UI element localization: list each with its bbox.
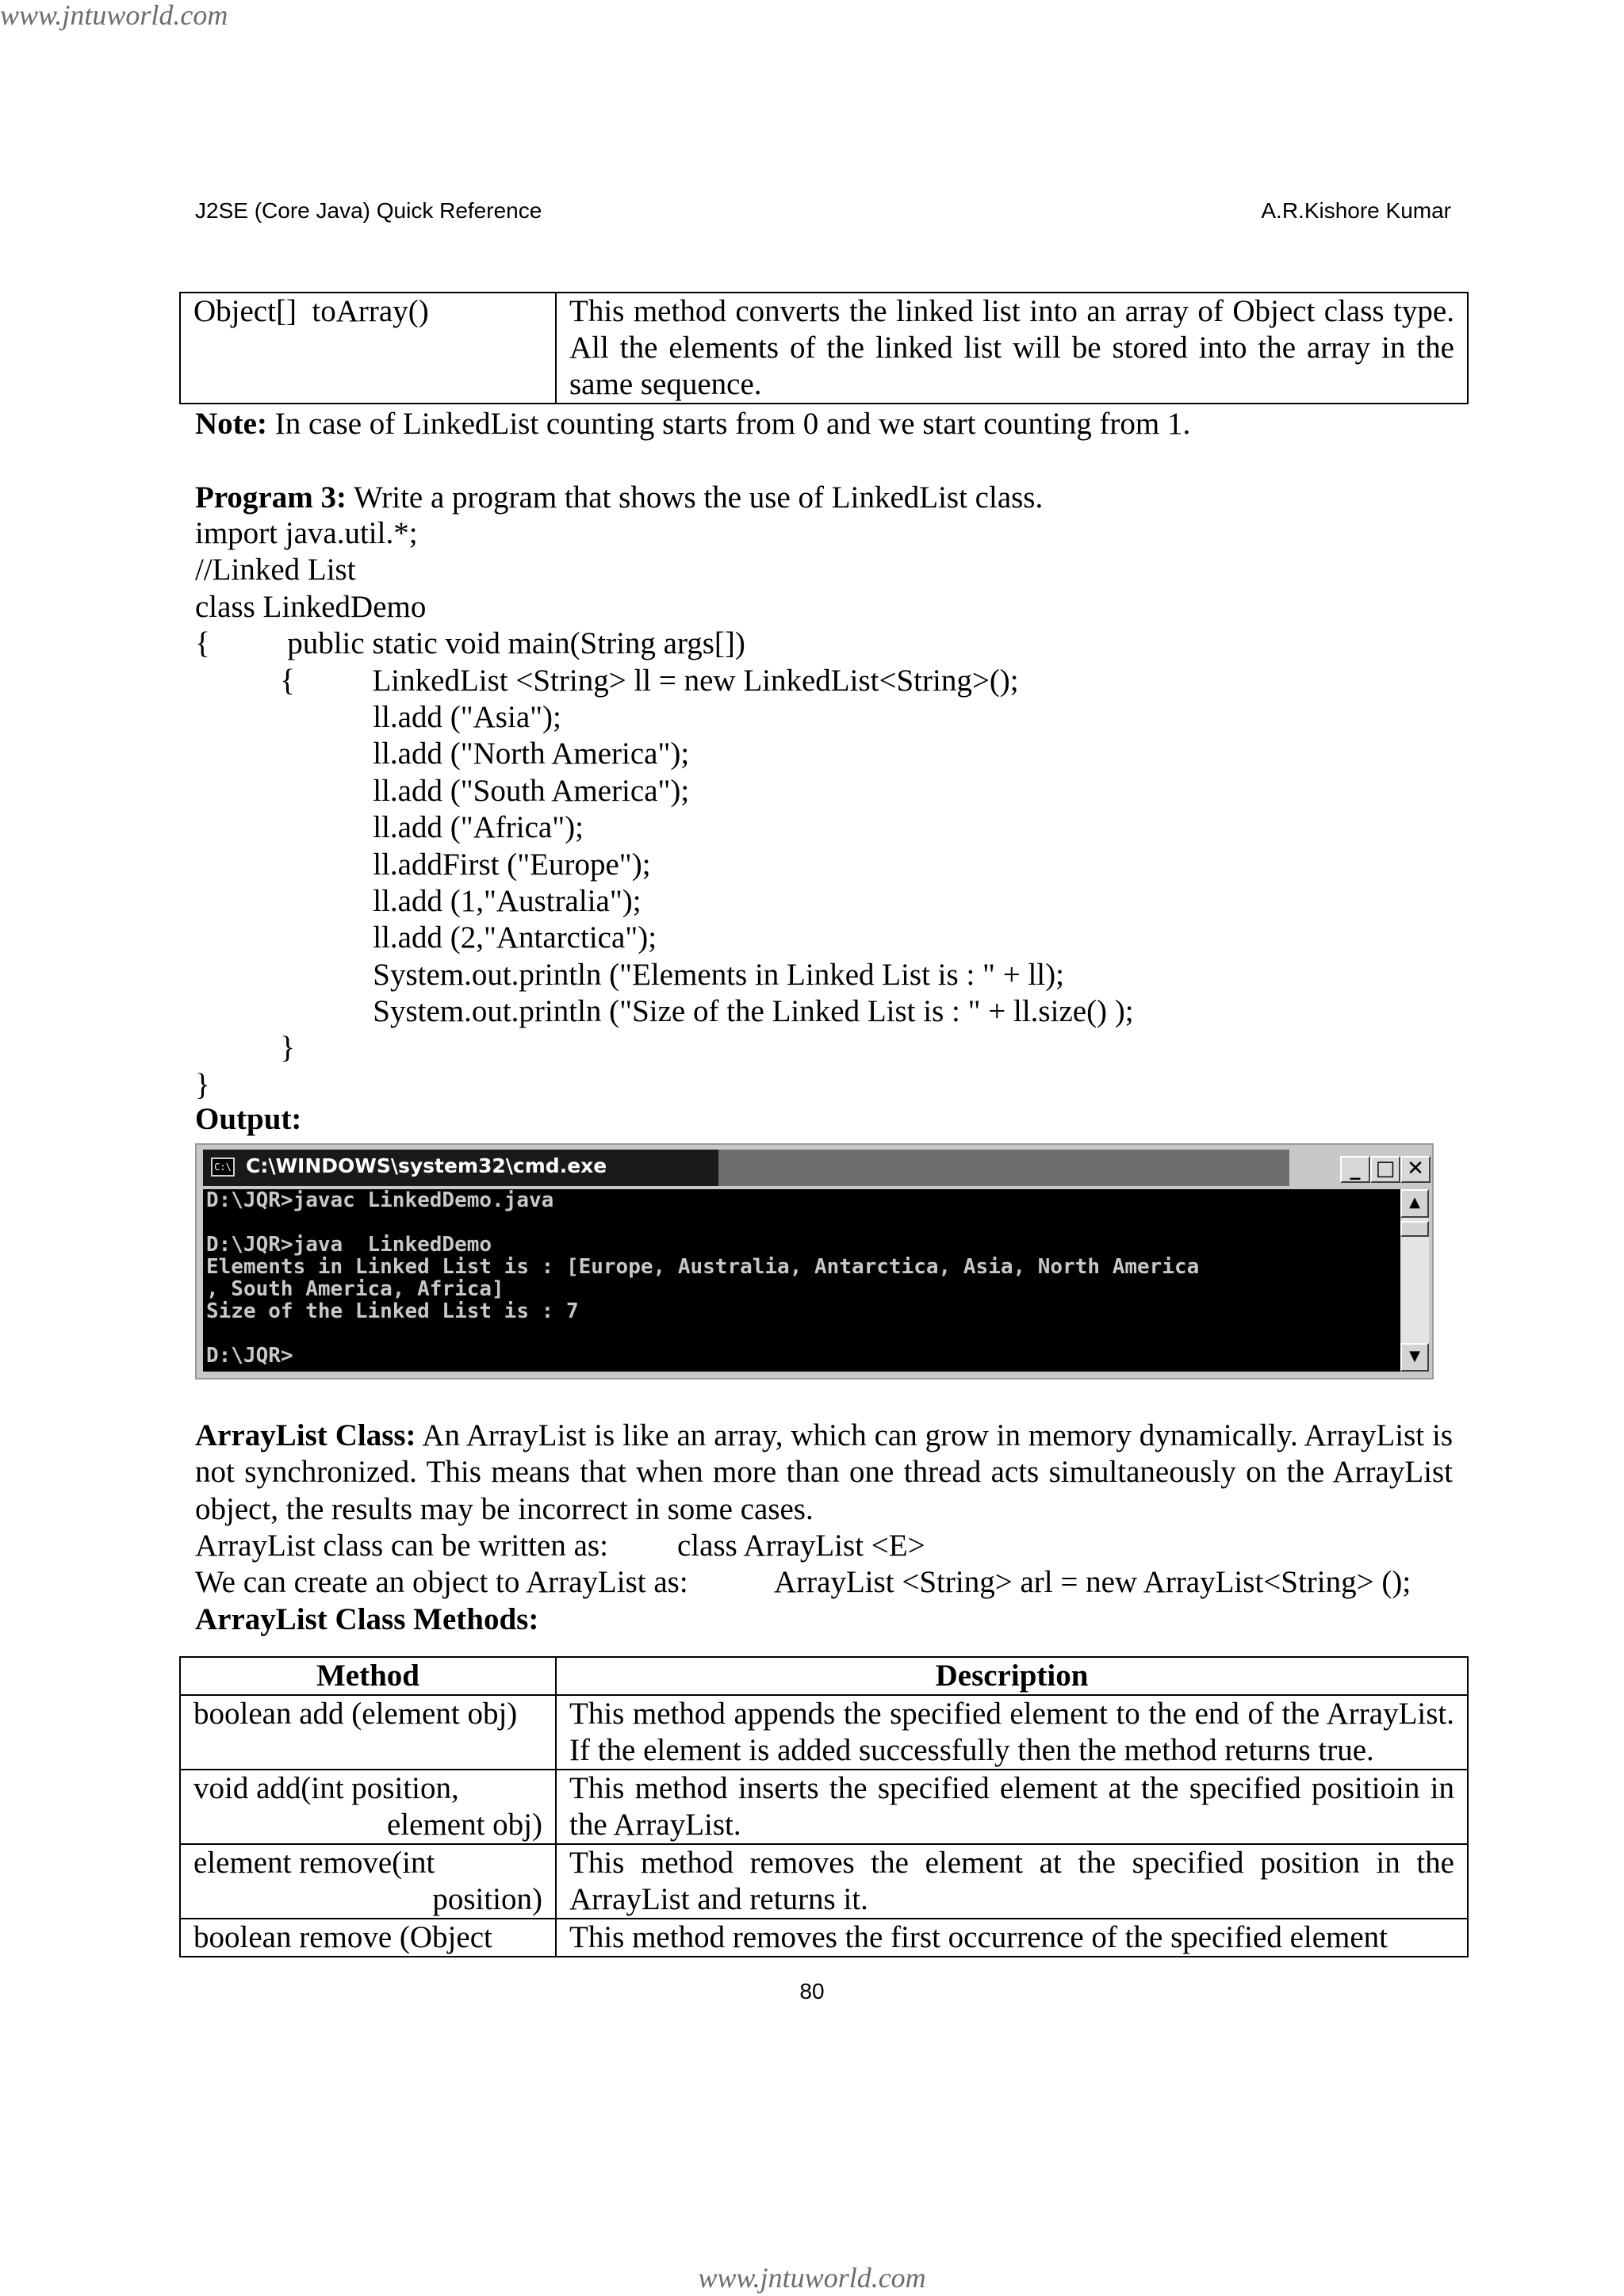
description-cell: This method removes the element at the specified position in the ArrayList and returns it.	[556, 1844, 1468, 1919]
description-cell: This method converts the linked list into an array of Object class type. All the elements of the linked list will be stored into the array in the same sequence.	[556, 293, 1468, 404]
arraylist-create-code: ArrayList <String> arl = new ArrayList<String> ();	[774, 1565, 1411, 1599]
arraylist-paragraph	[195, 1418, 1453, 1528]
description-cell: This method removes the first occurrence of the specified element	[556, 1919, 1468, 1957]
code-line: }	[195, 1067, 210, 1102]
console-title: C:\WINDOWS\system32\cmd.exe	[246, 1154, 607, 1177]
console-scrollbar[interactable]	[1400, 1189, 1429, 1372]
console-output	[203, 1189, 1400, 1372]
scroll-thumb[interactable]	[1400, 1221, 1429, 1237]
code-line: ll.add ("Asia");	[195, 699, 561, 734]
code-line: ll.add ("North America");	[195, 737, 690, 771]
code-line: { LinkedList <String> ll = new LinkedList<String>();	[195, 663, 1019, 698]
table-row	[180, 1844, 1468, 1919]
watermark-top: www.jntuworld.com	[0, 0, 228, 31]
console-line: D:\JQR>java LinkedDemo	[206, 1234, 492, 1256]
console-line: Elements in Linked List is : [Europe, Australia, Antarctica, Asia, North America	[206, 1256, 1200, 1278]
method-cell: void add(int position, element obj)	[180, 1770, 556, 1844]
description-cell: This method appends the specified element to the end of the ArrayList. If the element is added successfully then the method returns true.	[556, 1695, 1468, 1770]
watermark-bottom: www.jntuworld.com	[698, 2262, 926, 2294]
arraylist-methods-heading: ArrayList Class Methods:	[195, 1602, 539, 1636]
code-line: import java.util.*;	[195, 516, 418, 550]
note-text: In case of LinkedList counting starts from 0 and we start counting from 1.	[266, 407, 1191, 441]
table-row	[180, 1695, 1468, 1770]
method-cell: boolean add (element obj)	[180, 1695, 556, 1770]
arraylist-methods-table	[179, 1656, 1469, 1957]
page-number: 80	[799, 1979, 825, 2003]
scroll-up-icon[interactable]: ▲	[1400, 1189, 1429, 1218]
console-title-bar	[203, 1150, 1429, 1186]
code-line: ll.addFirst ("Europe");	[195, 847, 651, 882]
header-left: J2SE (Core Java) Quick Reference	[195, 198, 542, 223]
console-line: D:\JQR>	[206, 1345, 293, 1367]
header-right: A.R.Kishore Kumar	[1261, 198, 1451, 223]
console-line: D:\JQR>javac LinkedDemo.java	[206, 1189, 554, 1211]
close-button[interactable]: ✕	[1400, 1156, 1431, 1183]
description-cell: This method inserts the specified element at the specified positioin in the ArrayList.	[556, 1770, 1468, 1844]
method-cell: element remove(int position)	[180, 1844, 556, 1919]
minimize-button[interactable]: _	[1340, 1156, 1370, 1183]
method-cell: Object[] toArray()	[180, 293, 556, 404]
code-line: ll.add ("South America");	[195, 773, 690, 808]
console-line: , South America, Africa]	[206, 1278, 504, 1300]
console-app-icon: C:\	[211, 1158, 235, 1177]
program-text: Write a program that shows the use of LinkedList class.	[346, 480, 1044, 515]
code-line: System.out.println ("Elements in Linked List is : " + ll);	[195, 957, 1064, 992]
method-cell: boolean remove (Object	[180, 1919, 556, 1957]
code-line: ll.add ("Africa");	[195, 810, 584, 845]
arraylist-text: An ArrayList is like an array, which can grow in memory dynamically. ArrayList is not synchronized. This means that when more than one thread acts simultaneously on the ArrayList object, the results may be incorrect in some cases.	[195, 1418, 1454, 1526]
code-line: ll.add (2,"Antarctica");	[195, 920, 657, 955]
console-line: Size of the Linked List is : 7	[206, 1300, 579, 1322]
code-line: }	[195, 1031, 295, 1066]
table-row	[180, 293, 1468, 404]
console-window	[195, 1143, 1434, 1380]
arraylist-label: ArrayList Class:	[195, 1418, 416, 1452]
code-listing	[195, 515, 1134, 1104]
maximize-button[interactable]: □	[1370, 1156, 1400, 1183]
output-label: Output:	[195, 1102, 302, 1136]
table-row	[180, 1919, 1468, 1957]
note-label: Note:	[195, 407, 267, 441]
program-heading	[195, 480, 1043, 516]
program-label: Program 3:	[195, 480, 347, 515]
note-paragraph	[195, 406, 1190, 442]
code-line: //Linked List	[195, 553, 356, 587]
table-row	[180, 1770, 1468, 1844]
code-line: System.out.println ("Size of the Linked List is : " + ll.size() );	[195, 994, 1134, 1029]
code-line: class LinkedDemo	[195, 589, 427, 624]
scroll-down-icon[interactable]: ▼	[1400, 1343, 1429, 1372]
arraylist-written-code: class ArrayList <E>	[677, 1529, 925, 1563]
console-line	[206, 1322, 1400, 1345]
arraylist-create-prefix: We can create an object to ArrayList as:	[195, 1565, 688, 1599]
code-line: { public static void main(String args[])	[195, 626, 745, 661]
console-line	[206, 1211, 1400, 1234]
code-line: ll.add (1,"Australia");	[195, 883, 642, 918]
arraylist-written-prefix: ArrayList class can be written as:	[195, 1529, 608, 1563]
column-header-method: Method	[180, 1657, 556, 1695]
column-header-description: Description	[556, 1657, 1468, 1695]
linkedlist-methods-table	[179, 292, 1469, 404]
table-header-row	[180, 1657, 1468, 1695]
